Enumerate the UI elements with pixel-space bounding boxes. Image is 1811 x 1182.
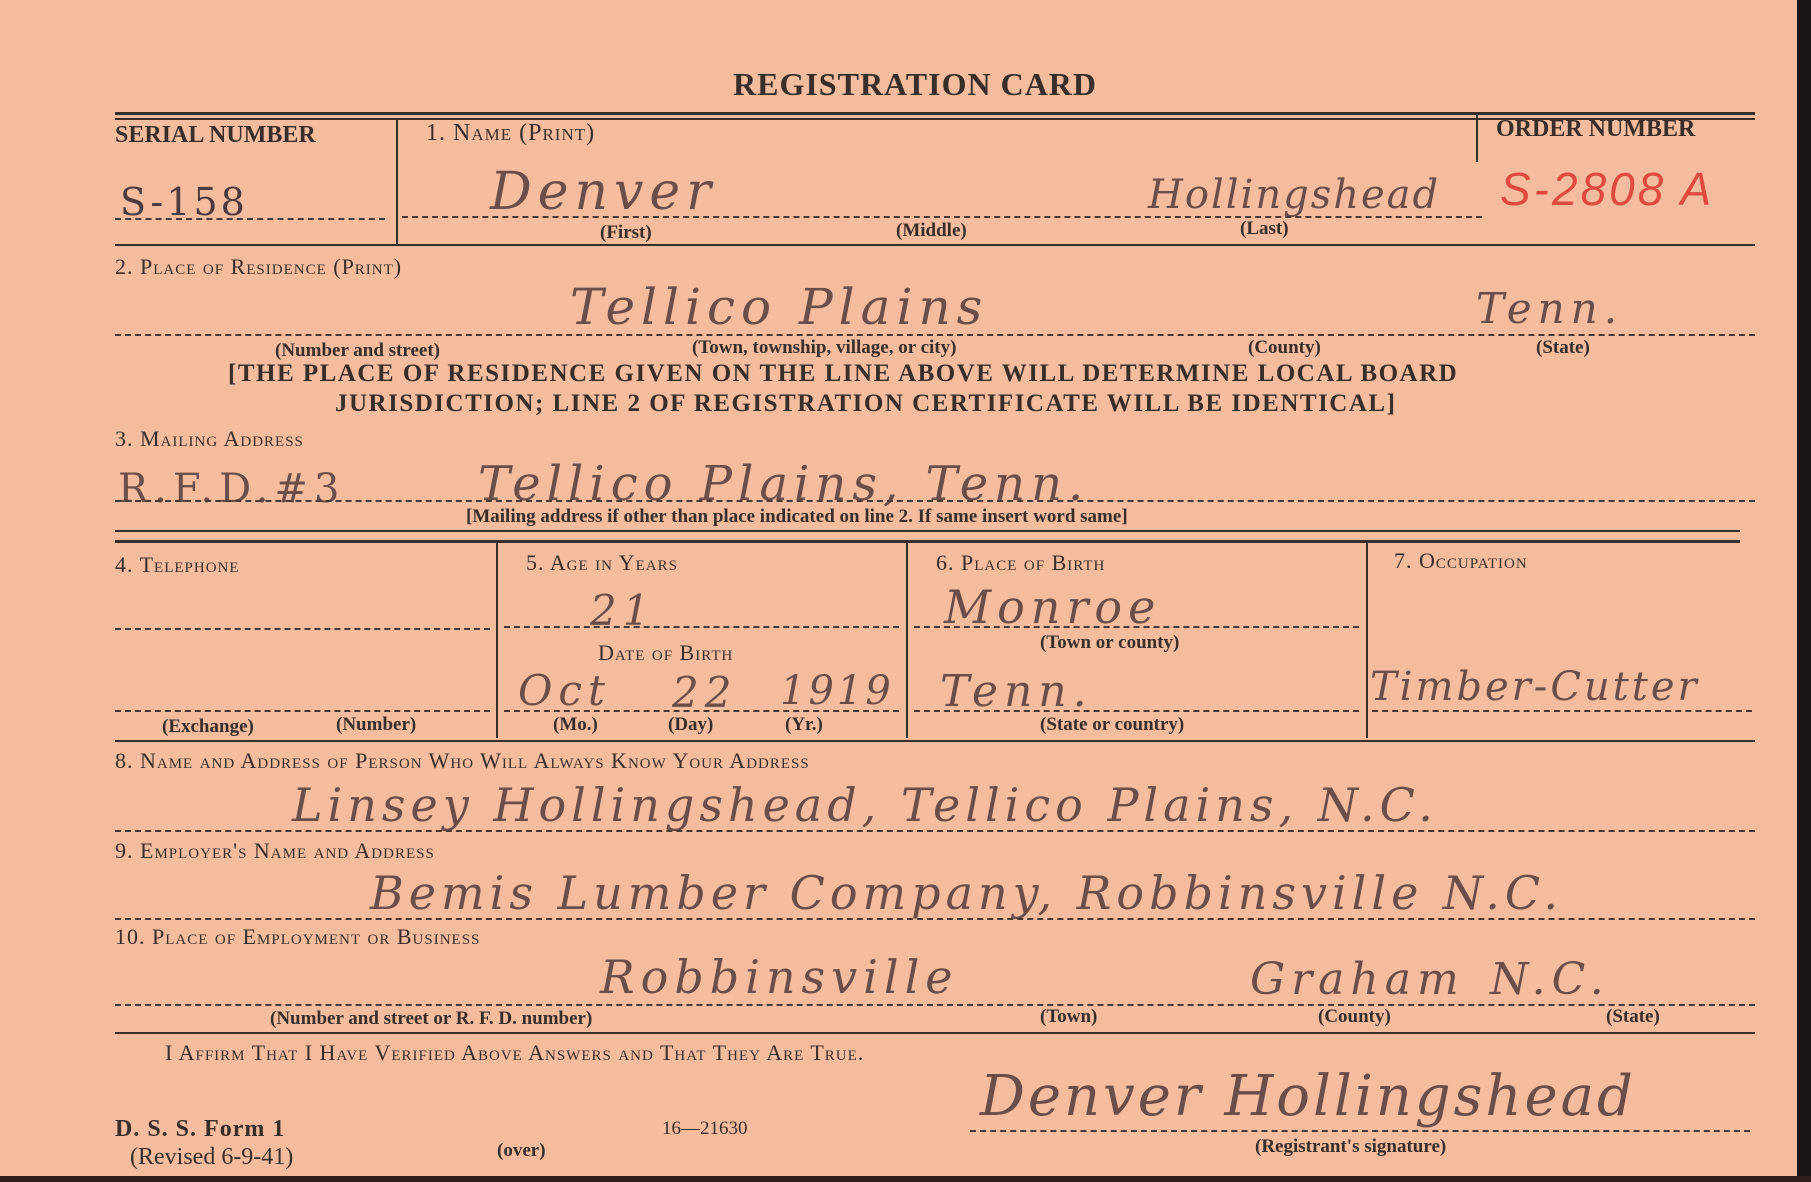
mailing-value-1: R.F.D.#3 [118, 466, 346, 512]
birthplace-town-line [914, 626, 1359, 628]
rule-1 [115, 244, 1755, 246]
divider-serial [396, 118, 398, 245]
dob-line [504, 710, 899, 712]
telephone-line-2 [115, 710, 490, 712]
age-value: 21 [590, 586, 656, 635]
residence-notice-1: [THE PLACE OF RESIDENCE GIVEN ON THE LINE ABOVE WILL DETERMINE LOCAL BOARD [228, 360, 1459, 387]
contact-person-label: 8. Name and Address of Person Who Will Always Know Your Address [115, 748, 810, 773]
birthplace-town-caption: (Town or county) [1040, 632, 1180, 653]
residence-notice-2: JURISDICTION; LINE 2 OF REGISTRATION CERTIFICATE WILL BE IDENTICAL] [335, 390, 1397, 417]
scan-edge-right [1797, 0, 1811, 1182]
employment-county-caption: (County) [1318, 1006, 1391, 1027]
affirmation-text: I Affirm That I Have Verified Above Answers and That They Are True. [165, 1040, 865, 1065]
employment-street-caption: (Number and street or R. F. D. number) [270, 1008, 593, 1029]
signature-caption: (Registrant's signature) [1255, 1136, 1447, 1157]
employment-county-value: Graham [1250, 954, 1465, 1005]
mailing-value-2: Tellico Plains, Tenn. [478, 456, 1090, 512]
birthplace-state-line [914, 710, 1359, 712]
birthplace-town-value: Monroe [944, 580, 1162, 634]
telephone-line-1 [115, 628, 490, 630]
dob-month-caption: (Mo.) [553, 714, 598, 735]
residence-street-caption: (Number and street) [275, 340, 440, 361]
name-first-caption: (First) [600, 222, 652, 243]
telephone-number-caption: (Number) [336, 714, 417, 735]
contact-person-value: Linsey Hollingshead, Tellico Plains, N.C. [292, 778, 1438, 832]
employment-town-value: Robbinsville [600, 950, 959, 1004]
divider-4-5 [496, 542, 498, 738]
divider-5-6 [906, 542, 908, 738]
dob-year-caption: (Yr.) [785, 714, 823, 735]
telephone-exchange-caption: (Exchange) [162, 716, 254, 737]
mailing-line [115, 500, 1755, 502]
occupation-value: Timber-Cutter [1370, 664, 1700, 710]
serial-number-value: S-158 [120, 180, 248, 224]
residence-town-value: Tellico Plains [570, 278, 989, 336]
order-number-value: S-2808 A [1500, 163, 1715, 215]
telephone-label: 4. Telephone [115, 552, 240, 577]
age-label: 5. Age in Years [526, 550, 678, 575]
divider-6-7 [1366, 542, 1368, 738]
name-middle-caption: (Middle) [896, 220, 967, 241]
employment-line [115, 1004, 1755, 1006]
rule-top [115, 112, 1755, 115]
employer-label: 9. Employer's Name and Address [115, 838, 435, 863]
dob-label: Date of Birth [598, 640, 734, 665]
rule-2b [115, 540, 1740, 543]
scan-edge-bottom [0, 1176, 1811, 1182]
residence-county-caption: (County) [1248, 337, 1321, 358]
divider-order [1476, 112, 1478, 162]
rule-2a [115, 530, 1740, 532]
form-number: 16—21630 [662, 1118, 748, 1139]
residence-label: 2. Place of Residence (Print) [115, 254, 403, 279]
form-name: D. S. S. Form 1 [115, 1116, 286, 1142]
serial-number-line [115, 218, 385, 220]
birthplace-state-caption: (State or country) [1040, 714, 1185, 735]
employer-value: Bemis Lumber Company, Robbinsville N.C. [370, 866, 1564, 920]
name-label: 1. Name (Print) [426, 120, 596, 146]
name-last-value: Hollingshead [1148, 172, 1441, 218]
order-number-label: ORDER NUMBER [1496, 116, 1696, 142]
residence-line [115, 334, 1755, 336]
occupation-label: 7. Occupation [1394, 548, 1528, 573]
registrant-signature: Denver Hollingshead [980, 1064, 1636, 1129]
card-title: REGISTRATION CARD [733, 66, 1098, 102]
form-revised: (Revised 6-9-41) [130, 1144, 294, 1170]
contact-person-line [115, 830, 1755, 832]
dob-year-value: 1919 [780, 668, 894, 714]
form-over: (over) [497, 1140, 546, 1161]
employment-label: 10. Place of Employment or Business [115, 924, 481, 949]
birthplace-state-value: Tenn. [940, 666, 1093, 717]
residence-state-caption: (State) [1536, 337, 1590, 358]
residence-state-value: Tenn. [1476, 284, 1624, 333]
signature-line [970, 1130, 1750, 1132]
employment-state-value: N.C. [1490, 954, 1610, 1005]
dob-month-value: Oct [518, 666, 611, 715]
age-line [504, 626, 899, 628]
occupation-line [1372, 710, 1752, 712]
birthplace-label: 6. Place of Birth [936, 550, 1106, 575]
rule-4 [115, 1032, 1755, 1034]
employer-line [115, 918, 1755, 920]
rule-3 [115, 740, 1755, 742]
residence-town-caption: (Town, township, village, or city) [692, 337, 957, 358]
mailing-caption: [Mailing address if other than place indicated on line 2. If same insert word same] [466, 506, 1128, 527]
serial-number-label: SERIAL NUMBER [115, 122, 316, 148]
name-last-caption: (Last) [1240, 218, 1289, 239]
mailing-label: 3. Mailing Address [115, 426, 304, 451]
employment-town-caption: (Town) [1040, 1006, 1098, 1027]
dob-day-value: 22 [672, 668, 738, 717]
name-line [402, 216, 1482, 218]
name-first-value: Denver [490, 162, 717, 222]
dob-day-caption: (Day) [668, 714, 714, 735]
employment-state-caption: (State) [1606, 1006, 1660, 1027]
